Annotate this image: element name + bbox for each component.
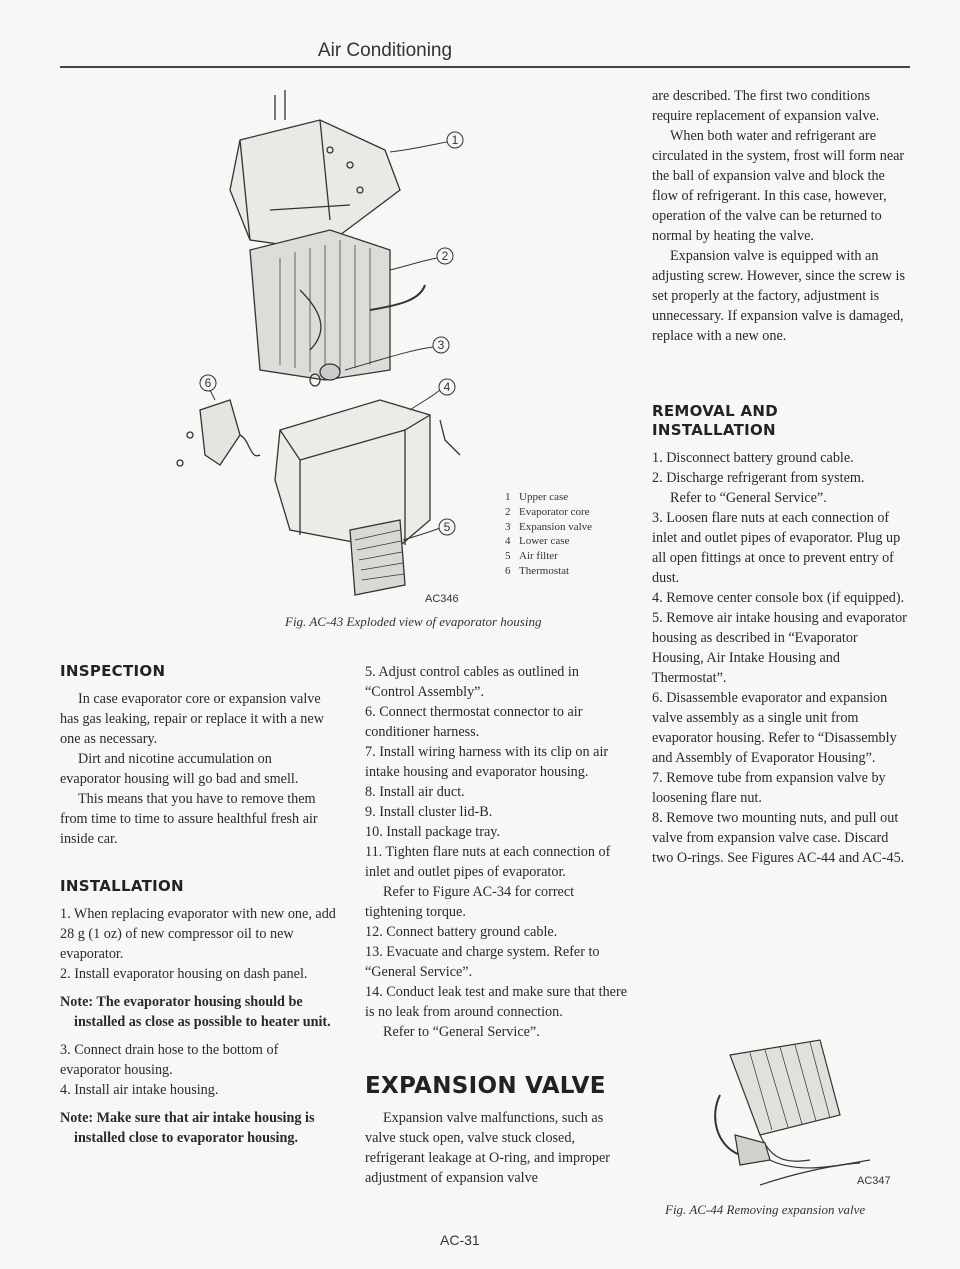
step: 12. Connect battery ground cable. xyxy=(365,924,558,940)
removal-heading-line1: REMOVAL AND xyxy=(652,402,778,420)
step: 7. Install wiring harness with its clip on air intake housing and evaporator housing. xyxy=(365,744,609,780)
svg-text:4: 4 xyxy=(443,380,451,394)
expansion-valve-heading: EXPANSION VALVE xyxy=(365,1073,606,1099)
step: 4. Remove center console box (if equipped). xyxy=(652,590,905,606)
callout-6 xyxy=(200,375,216,391)
svg-text:1: 1 xyxy=(451,133,459,147)
page-number: AC-31 xyxy=(440,1232,480,1248)
svg-text:5: 5 xyxy=(443,520,451,534)
reference: Refer to “General Service”. xyxy=(670,490,827,506)
step: 3. Connect drain hose to the bottom of evaporator housing. xyxy=(60,1042,279,1078)
expansion-valve-removal-illustration xyxy=(700,1035,900,1195)
callout-4 xyxy=(439,379,455,395)
note: Note: The evaporator housing should be installed as close as possible to heater unit. xyxy=(60,994,331,1030)
evaporator-housing-exploded-illustration xyxy=(150,80,510,620)
step: 4. Install air intake housing. xyxy=(60,1082,219,1098)
legend-item: 5 Air filter xyxy=(505,550,558,563)
figure-id: AC347 xyxy=(857,1175,891,1187)
page-header-title: Air Conditioning xyxy=(317,40,453,61)
legend-item: 2 Evaporator core xyxy=(505,505,590,518)
legend-item: 3 Expansion valve xyxy=(505,520,593,533)
paragraph: This means that you have to remove them from time to time to assure healthful fresh air inside car. xyxy=(60,791,318,847)
legend-item: 4 Lower case xyxy=(505,535,570,548)
inspection-heading: INSPECTION xyxy=(60,662,166,680)
step: 9. Install cluster lid-B. xyxy=(365,804,493,820)
step: 13. Evacuate and charge system. Refer to “General Service”. xyxy=(365,944,600,980)
step: 2. Discharge refrigerant from system. xyxy=(652,470,865,486)
paragraph: Expansion valve is equipped with an adjusting screw. However, since the screw is set properly at the factory, adjustment is unnecessary. If expansion valve is damaged, replace with a new one. xyxy=(652,248,906,344)
step: 1. When replacing evaporator with new one, add 28 g (1 oz) of new compressor oil to new evaporator. xyxy=(60,906,336,962)
figure-caption: Fig. AC-43 Exploded view of evaporator housing xyxy=(285,614,542,629)
step: 1. Disconnect battery ground cable. xyxy=(652,450,854,466)
right-column xyxy=(652,86,910,868)
middle-column xyxy=(365,662,630,1188)
paragraph: Dirt and nicotine accumulation on evaporator housing will go bad and smell. xyxy=(60,751,299,787)
step: 7. Remove tube from expansion valve by loosening flare nut. xyxy=(652,770,886,806)
step: 10. Install package tray. xyxy=(365,824,500,840)
step: 6. Disassemble evaporator and expansion valve assembly as a single unit from evaporator housing. Refer to “Disassembly and Assembly of Evaporator Housing”. xyxy=(652,690,897,766)
legend-item: 1 Upper case xyxy=(505,491,569,503)
step: 14. Conduct leak test and make sure that there is no leak from around connection. xyxy=(365,984,627,1020)
paragraph: Expansion valve malfunctions, such as valve stuck open, valve stuck closed, refrigerant leakage at O-ring, and improper adjustment of expansion valve xyxy=(365,1110,611,1186)
svg-text:3: 3 xyxy=(437,338,445,352)
installation-heading: INSTALLATION xyxy=(60,877,184,895)
paragraph: are described. The first two conditions require replacement of expansion valve. xyxy=(652,88,880,124)
figure-legend xyxy=(505,490,592,579)
callout-1 xyxy=(447,132,463,148)
step: 3. Loosen flare nuts at each connection of inlet and outlet pipes of evaporator. Plug up all open fittings at once to prevent entry of dust. xyxy=(652,510,901,586)
svg-text:2: 2 xyxy=(441,249,449,263)
paragraph: In case evaporator core or expansion valve has gas leaking, repair or replace it with a new one as necessary. xyxy=(60,691,324,747)
step: 5. Remove air intake housing and evaporator housing as described in “Evaporator Housing, Air Intake Housing and Thermostat”. xyxy=(652,610,907,686)
step: 2. Install evaporator housing on dash panel. xyxy=(60,966,308,982)
svg-text:6: 6 xyxy=(204,376,212,390)
removal-heading-line2: INSTALLATION xyxy=(652,421,776,439)
header-rule xyxy=(60,66,910,68)
left-column xyxy=(60,662,336,1148)
step: 8. Install air duct. xyxy=(365,784,465,800)
step: 8. Remove two mounting nuts, and pull out valve from expansion valve case. Discard two O-rings. See Figures AC-44 and AC-45. xyxy=(652,810,905,866)
legend-item: 6 Thermostat xyxy=(505,564,570,577)
step: 6. Connect thermostat connector to air conditioner harness. xyxy=(365,704,583,740)
reference: Refer to “General Service”. xyxy=(383,1024,540,1040)
step: 5. Adjust control cables as outlined in “Control Assembly”. xyxy=(365,664,579,700)
paragraph: When both water and refrigerant are circulated in the system, frost will form near the ball of expansion valve and block the flow of refrigerant. In this case, however, operation of the valve can be returned to normal by heating the valve. xyxy=(652,128,905,244)
figure-id: AC346 xyxy=(425,593,459,605)
figure-caption: Fig. AC-44 Removing expansion valve xyxy=(665,1202,866,1217)
note: Note: Make sure that air intake housing is installed close to evaporator housing. xyxy=(60,1110,315,1146)
callout-3 xyxy=(433,337,449,353)
callout-2 xyxy=(437,248,453,264)
step: 11. Tighten flare nuts at each connection of inlet and outlet pipes of evaporator. xyxy=(365,844,611,880)
callout-5 xyxy=(439,519,455,535)
reference: Refer to Figure AC-34 for correct tightening torque. xyxy=(365,884,575,920)
